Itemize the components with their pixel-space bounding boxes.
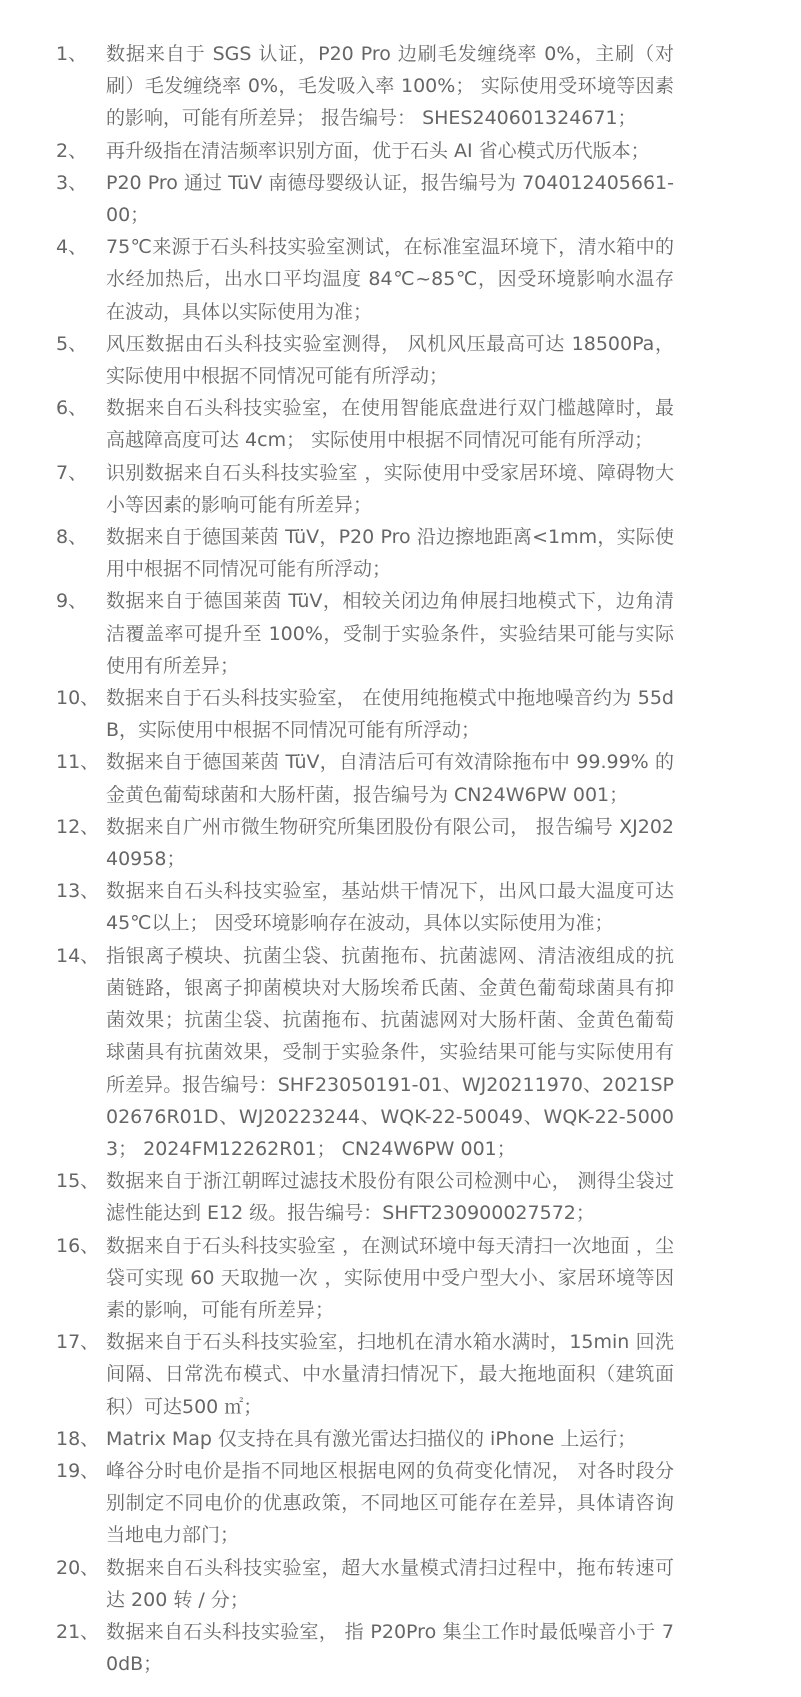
footnote-number: 7、 xyxy=(56,461,88,484)
footnote-1 xyxy=(0,38,801,135)
footnote-12 xyxy=(0,811,801,875)
footnote-text: 75℃来源于石头科技实验室测试，在标准室温环境下，清水箱中的水经加热后，出水口平均温度 84℃~85℃，因受环境影响水温存在波动，具体以实际使用为准； xyxy=(106,236,674,323)
footnote-text: 峰谷分时电价是指不同地区根据电网的负荷变化情况， 对各时段分别制定不同电价的优惠政策，不同地区可能存在差异，具体请咨询当地电力部门； xyxy=(106,1459,674,1547)
footnote-10 xyxy=(0,682,801,746)
footnote-number: 10、 xyxy=(56,687,100,710)
footnote-number: 11、 xyxy=(56,751,100,774)
footnote-number: 19、 xyxy=(56,1459,100,1482)
footnote-text: 数据来自于德国莱茵 TüV，自清洁后可有效清除拖布中 99.99% 的金黄色葡萄球菌和大肠杆菌，报告编号为 CN24W6PW 001； xyxy=(106,751,674,806)
footnote-2 xyxy=(0,135,801,167)
footnote-8 xyxy=(0,521,801,585)
footnote-number: 18、 xyxy=(56,1427,100,1450)
footnote-number: 2、 xyxy=(56,139,88,162)
footnote-number: 16、 xyxy=(56,1234,100,1257)
footnote-11 xyxy=(0,746,801,810)
footnote-number: 13、 xyxy=(56,880,100,903)
footnote-text: 数据来自石头科技实验室，在使用智能底盘进行双门槛越障时，最高越障高度可达 4cm； 实际使用中根据不同情况可能有所浮动； xyxy=(106,397,674,452)
footnote-number: 8、 xyxy=(56,526,88,549)
footnote-text: 数据来自石头科技实验室，超大水量模式清扫过程中，拖布转速可达 200 转 / 分； xyxy=(106,1556,674,1611)
footnote-15 xyxy=(0,1165,801,1229)
footnote-text: 风压数据由石头科技实验室测得， 风机风压最高可达 18500Pa，实际使用中根据不同情况可能有所浮动； xyxy=(106,332,674,388)
footnote-9 xyxy=(0,585,801,682)
footnote-text: Matrix Map 仅支持在具有激光雷达扫描仪的 iPhone 上运行； xyxy=(106,1427,637,1450)
footnote-number: 21、 xyxy=(56,1620,100,1643)
footnote-number: 9、 xyxy=(56,590,88,613)
footnote-text: 指银离子模块、抗菌尘袋、抗菌拖布、抗菌滤网、清洁液组成的抗菌链路，银离子抑菌模块对大肠埃希氏菌、金黄色葡萄球菌具有抑菌效果；抗菌尘袋、抗菌拖布、抗菌滤网对大肠杆菌、金黄色葡萄球菌具有抗菌效果，受制于实验条件，实验结果可能与实际使用有所差异。报告编号：SHF23050191-01、WJ20211970、2021SP02676R01D、WJ20223244、WQK-22-50049、WQK-22-50003； 2024FM12262R01； CN24W6PW 001； xyxy=(106,944,674,1160)
footnote-16 xyxy=(0,1230,801,1327)
footnote-7 xyxy=(0,457,801,521)
footnote-6 xyxy=(0,392,801,456)
footnote-19 xyxy=(0,1455,801,1552)
footnote-21 xyxy=(0,1616,801,1680)
footnote-text: 数据来自于石头科技实验室， 在使用纯拖模式中拖地噪音约为 55dB，实际使用中根据不同情况可能有所浮动； xyxy=(106,687,674,742)
footnote-number: 14、 xyxy=(56,944,100,967)
footnote-20 xyxy=(0,1552,801,1616)
footnote-text: 数据来自石头科技实验室， 指 P20Pro 集尘工作时最低噪音小于 70dB； xyxy=(106,1620,674,1676)
footnote-text: 数据来自于德国莱茵 TüV，相较关闭边角伸展扫地模式下，边角清洁覆盖率可提升至 100%，受制于实验条件，实验结果可能与实际使用有所差异； xyxy=(106,590,674,677)
footnote-text: 数据来自于 SGS 认证，P20 Pro 边刷毛发缠绕率 0%，主刷（对刷）毛发缠绕率 0%，毛发吸入率 100%； 实际使用受环境等因素的影响，可能有所差异； 报告编号： SHES240601324671； xyxy=(106,43,674,130)
footnote-text: 数据来自于德国莱茵 TüV，P20 Pro 沿边擦地距离<1mm，实际使用中根据不同情况可能有所浮动； xyxy=(106,526,674,581)
footnote-text: 数据来自于浙江朝晖过滤技术股份有限公司检测中心， 测得尘袋过滤性能达到 E12 级。报告编号：SHFT230900027572； xyxy=(106,1170,674,1225)
footnote-text: 再升级指在清洁频率识别方面，优于石头 AI 省心模式历代版本； xyxy=(106,139,650,162)
footnote-text: 数据来自广州市微生物研究所集团股份有限公司， 报告编号 XJ20240958； xyxy=(106,815,674,871)
footnote-14 xyxy=(0,940,801,1165)
footnote-text: 数据来自石头科技实验室，基站烘干情况下，出风口最大温度可达 45℃以上； 因受环境影响存在波动，具体以实际使用为准； xyxy=(106,880,674,935)
footnote-number: 17、 xyxy=(56,1331,100,1354)
footnote-3 xyxy=(0,167,801,231)
footnote-text: P20 Pro 通过 TüV 南德母婴级认证，报告编号为 704012405661-00； xyxy=(106,171,674,227)
footnote-number: 3、 xyxy=(56,171,88,194)
footnote-18 xyxy=(0,1423,801,1455)
footnote-17 xyxy=(0,1326,801,1423)
footnote-number: 15、 xyxy=(56,1170,100,1193)
footnote-13 xyxy=(0,875,801,939)
footnote-number: 6、 xyxy=(56,397,88,420)
footnote-4 xyxy=(0,231,801,328)
footnote-number: 12、 xyxy=(56,815,100,838)
footnote-5 xyxy=(0,328,801,392)
footnote-number: 1、 xyxy=(56,43,88,65)
footnote-number: 4、 xyxy=(56,236,88,259)
footnote-text: 识别数据来自石头科技实验室 ，实际使用中受家居环境、障碍物大小等因素的影响可能有所差异； xyxy=(106,461,674,516)
footnote-number: 20、 xyxy=(56,1556,100,1579)
footnote-text: 数据来自于石头科技实验室，扫地机在清水箱水满时，15min 回洗间隔、日常洗布模式、中水量清扫情况下，最大拖地面积（建筑面积）可达500 ㎡； xyxy=(106,1331,674,1418)
footnote-text: 数据来自于石头科技实验室 ，在测试环境中每天清扫一次地面 ，尘袋可实现 60 天取抛一次 ，实际使用中受户型大小、家居环境等因素的影响，可能有所差异； xyxy=(106,1234,674,1321)
footnote-number: 5、 xyxy=(56,332,88,355)
